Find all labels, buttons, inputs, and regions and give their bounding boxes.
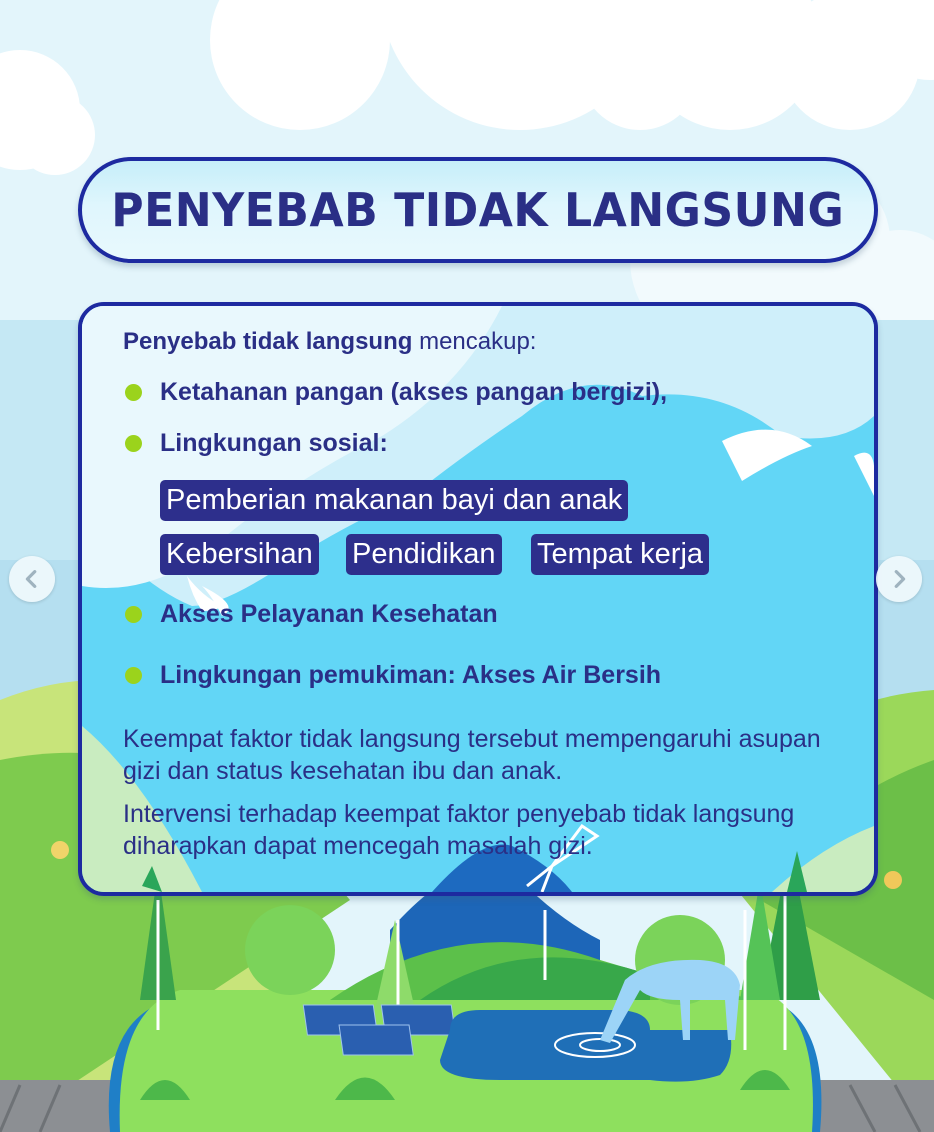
chevron-right-icon [888,568,910,590]
tag-pemberian-makanan: Pemberian makanan bayi dan anak [160,480,628,521]
paragraph-impact: Keempat faktor tidak langsung tersebut mempengaruhi asupan gizi dan status kesehatan ibu dan anak. [123,725,821,785]
intro-rest: mencakup: [412,328,537,355]
bullet-lingkungan-pemukiman [125,661,661,690]
intro-line [123,328,536,356]
bullet-dot-icon [125,384,142,401]
paragraph-intervention: Intervensi terhadap keempat faktor penyebab tidak langsung diharapkan dapat mencegah masalah gizi. [123,800,795,860]
bullet-lingkungan-sosial [125,429,388,458]
bullet-dot-icon [125,435,142,452]
intro-bold: Penyebab tidak langsung [123,328,413,355]
bullet-dot-icon [125,667,142,684]
carousel-prev-button[interactable] [9,556,55,602]
bullet-akses-pelayanan [125,600,498,629]
tag-tempat-kerja: Tempat kerja [531,534,709,575]
bullet-dot-icon [125,606,142,623]
carousel-next-button[interactable] [876,556,922,602]
tag-pendidikan: Pendidikan [346,534,502,575]
bullet-ketahanan-pangan [125,378,667,407]
chevron-left-icon [21,568,43,590]
content-card [78,302,878,896]
bullet-label: Lingkungan pemukiman: Akses Air Bersih [160,661,662,689]
tag-kebersihan: Kebersihan [160,534,319,575]
bullet-label: Ketahanan pangan (akses pangan bergizi), [160,378,668,406]
slide-title-banner [78,157,878,263]
bullet-label: Akses Pelayanan Kesehatan [160,600,498,628]
bullet-label: Lingkungan sosial: [160,429,388,457]
slide-title: PENYEBAB TIDAK LANGSUNG [111,183,845,237]
